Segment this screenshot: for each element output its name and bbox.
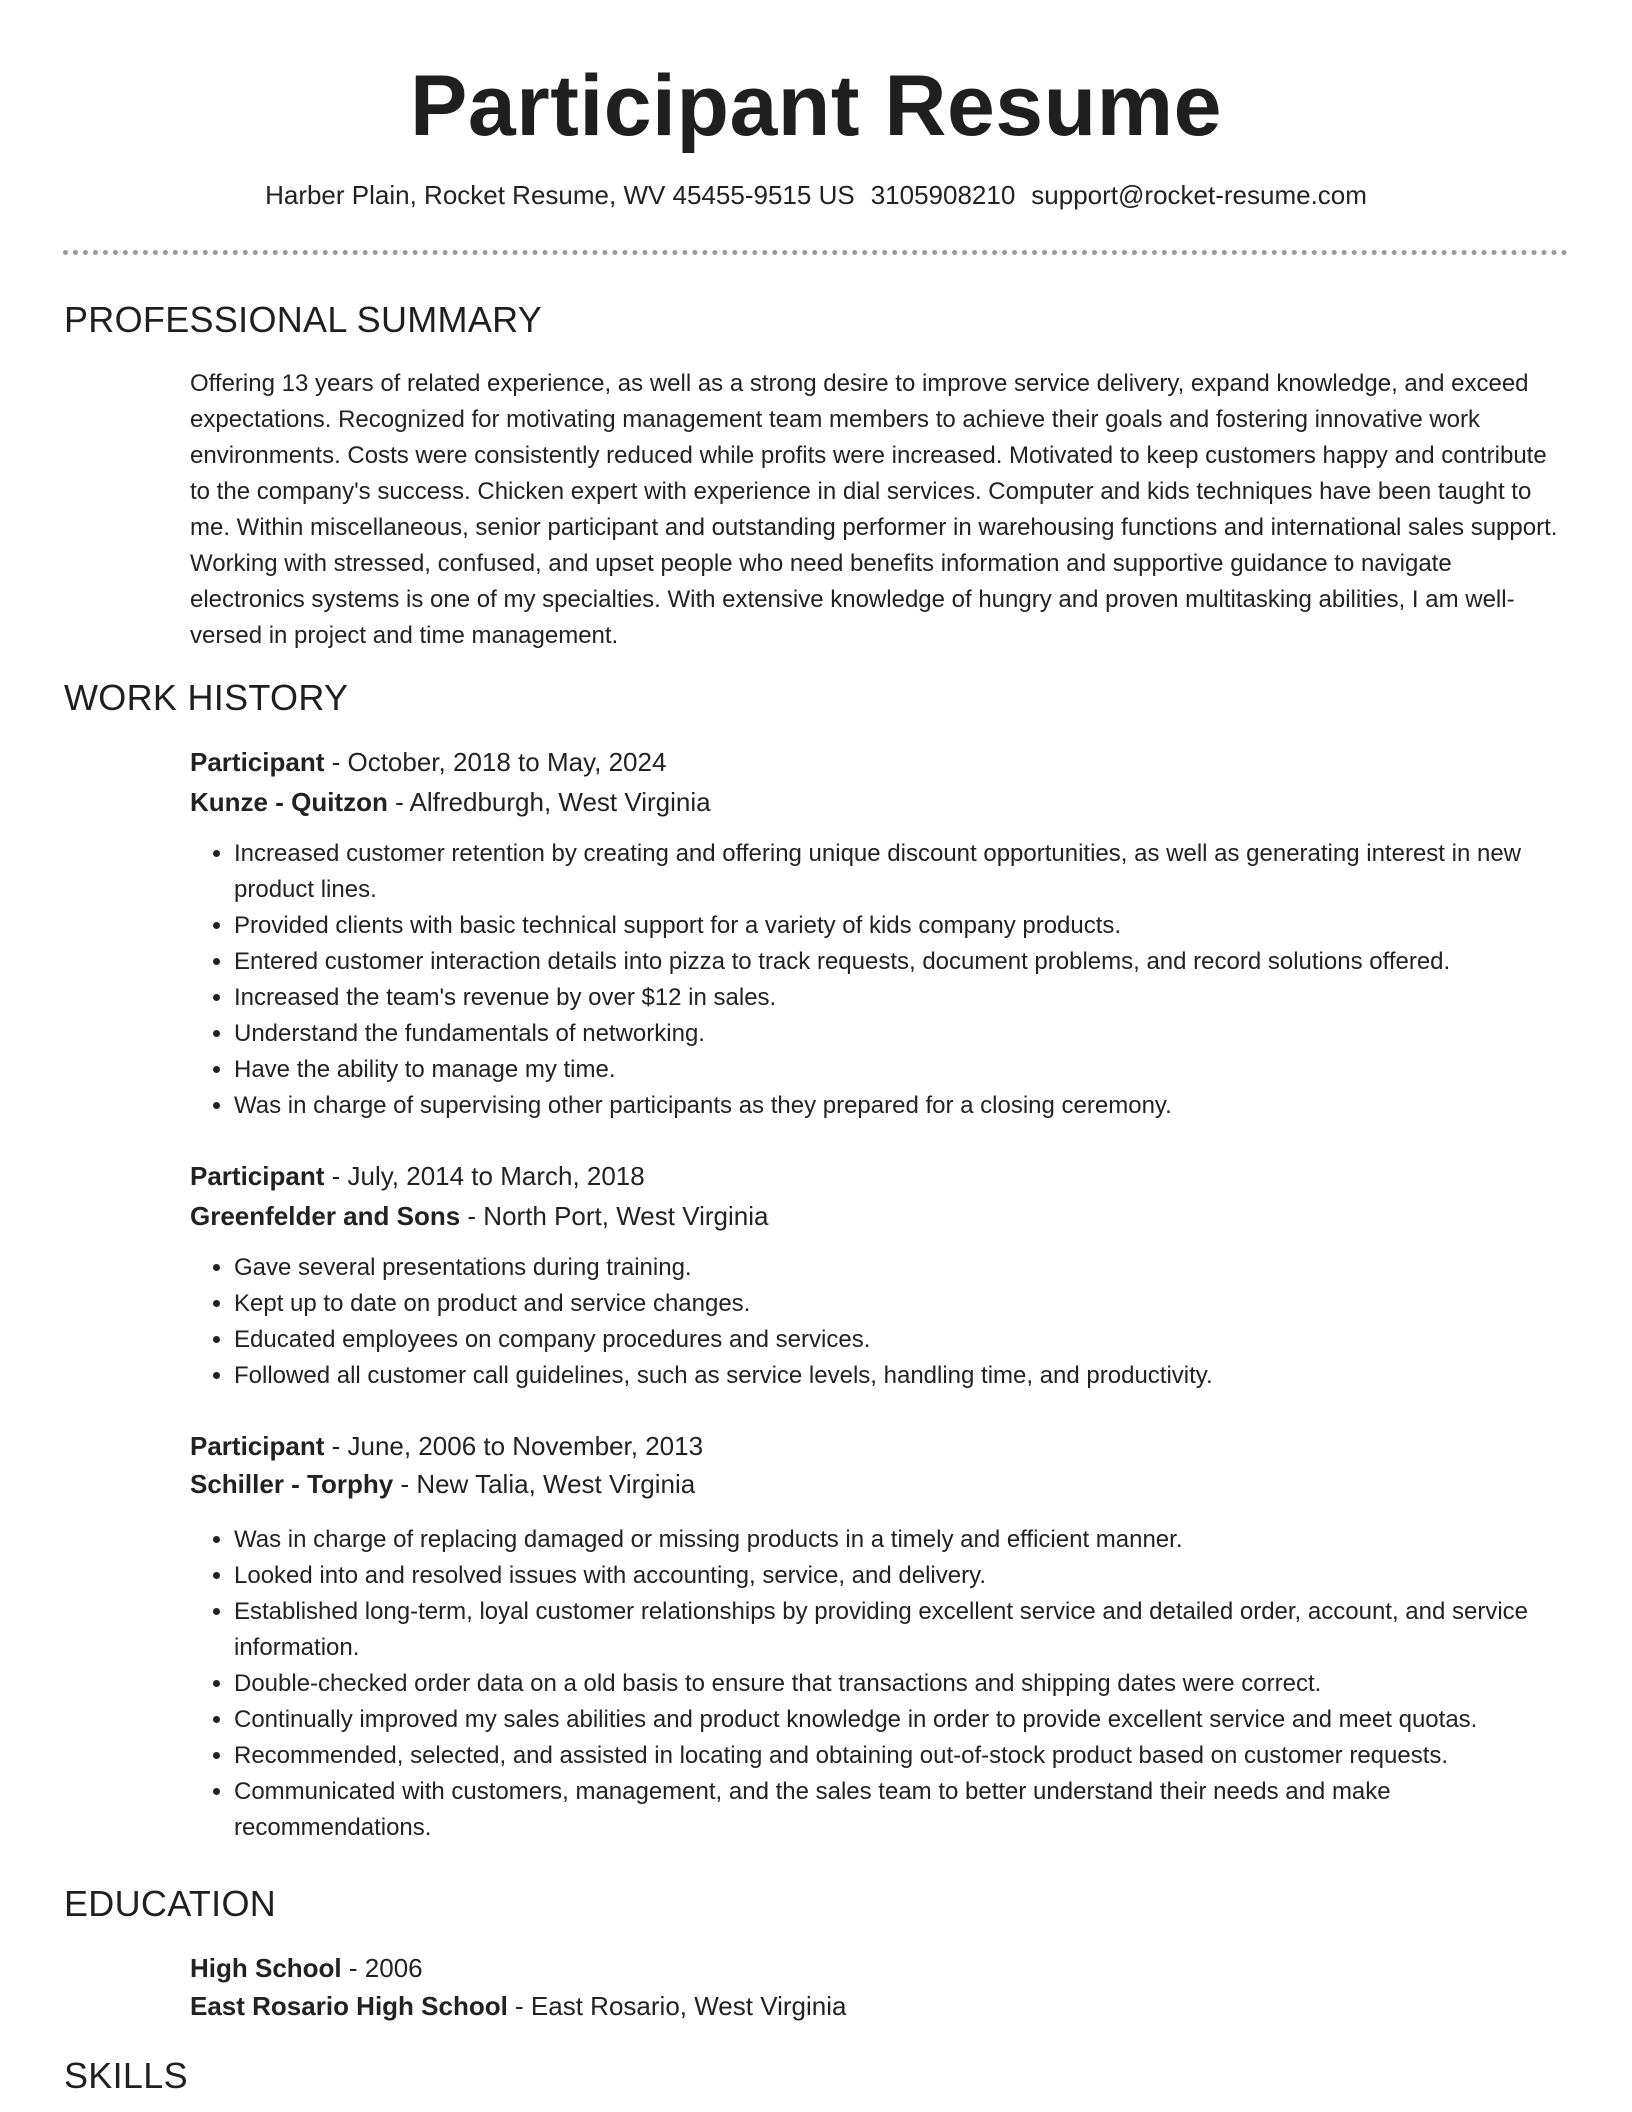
list-item: • Continually improved my sales abilities and product knowledge in order to provide excellent service and meet quotas. xyxy=(234,1702,1594,1738)
list-item: • Provided clients with basic technical support for a variety of kids company products. xyxy=(234,908,1594,944)
section-title-work-history: WORK HISTORY xyxy=(64,677,349,718)
job-location: - Alfredburgh, West Virginia xyxy=(387,787,711,817)
job-dates: - July, 2014 to March, 2018 xyxy=(324,1161,645,1191)
list-item: • Followed all customer call guidelines, such as service levels, handling time, and productivity. xyxy=(234,1358,1594,1394)
list-item: • Was in charge of replacing damaged or missing products in a timely and efficient manner. xyxy=(234,1522,1594,1558)
list-item: • Educated employees on company procedures and services. xyxy=(234,1322,1594,1358)
education-degree-line xyxy=(190,1950,423,1986)
contact-email: support@rocket-resume.com xyxy=(1031,180,1367,210)
job-3-bullet-list xyxy=(190,1522,1594,1846)
job-company: Greenfelder and Sons xyxy=(190,1201,461,1231)
list-item: • Entered customer interaction details into pizza to track requests, document problems, and record solutions offered. xyxy=(234,944,1594,980)
section-title-education: EDUCATION xyxy=(64,1883,277,1924)
job-company: Schiller - Torphy xyxy=(190,1469,394,1499)
education-degree: High School xyxy=(190,1953,342,1983)
list-item: • Established long-term, loyal customer relationships by providing excellent service and detailed order, account, and service information. xyxy=(234,1594,1594,1666)
education-school-line xyxy=(190,1988,846,2024)
contact-line xyxy=(0,178,1632,212)
summary-text: Offering 13 years of related experience, as well as a strong desire to improve service delivery, expand knowledge, and exceed expectations. Recognized for motivating management team members to achieve their goals and fostering innovative work environments. Costs were consistently reduced while profits were increased. Motivated to keep customers happy and contribute to the company's success. Chicken expert with experience in dial services. Computer and kids techniques have been taught to me. Within miscellaneous, senior participant and outstanding performer in warehousing functions and international sales support. Working with stressed, confused, and upset people who need benefits information and supportive guidance to navigate electronics systems is one of my specialties. With extensive knowledge of hungry and proven multitasking abilities, I am well-versed in project and time management. xyxy=(190,370,1558,649)
list-item: • Communicated with customers, management, and the sales team to better understand their needs and make recommendations. xyxy=(234,1774,1594,1846)
job-location: - New Talia, West Virginia xyxy=(393,1469,696,1499)
job-role: Participant xyxy=(190,1161,325,1191)
header-divider xyxy=(63,250,1568,255)
job-location: - North Port, West Virginia xyxy=(460,1201,769,1231)
education-location: - East Rosario, West Virginia xyxy=(507,1991,847,2021)
list-item: • Kept up to date on product and service changes. xyxy=(234,1286,1594,1322)
list-item: • Increased customer retention by creating and offering unique discount opportunities, as well as generating interest in new product lines. xyxy=(234,836,1594,908)
job-role: Participant xyxy=(190,747,325,777)
section-title-skills: SKILLS xyxy=(64,2055,188,2096)
list-item: • Increased the team's revenue by over $12 in sales. xyxy=(234,980,1594,1016)
list-item: • Recommended, selected, and assisted in locating and obtaining out-of-stock product based on customer requests. xyxy=(234,1738,1594,1774)
list-item: • Understand the fundamentals of networking. xyxy=(234,1016,1594,1052)
education-year: - 2006 xyxy=(341,1953,423,1983)
job-dates: - June, 2006 to November, 2013 xyxy=(324,1431,704,1461)
list-item: • Have the ability to manage my time. xyxy=(234,1052,1594,1088)
job-2-role-line xyxy=(190,1158,645,1194)
section-title-summary: PROFESSIONAL SUMMARY xyxy=(64,299,543,340)
job-3-company-line xyxy=(190,1466,695,1502)
job-3-role-line xyxy=(190,1428,703,1464)
list-item: • Gave several presentations during training. xyxy=(234,1250,1594,1286)
list-item: • Was in charge of supervising other participants as they prepared for a closing ceremony. xyxy=(234,1088,1594,1124)
job-1-role-line xyxy=(190,744,666,780)
list-item: • Double-checked order data on a old basis to ensure that transactions and shipping dates were correct. xyxy=(234,1666,1594,1702)
contact-phone: 3105908210 xyxy=(870,180,1016,210)
job-2-bullet-list xyxy=(190,1250,1594,1394)
resume-name-title: Participant Resume xyxy=(410,58,1222,154)
job-role: Participant xyxy=(190,1431,325,1461)
contact-address: Harber Plain, Rocket Resume, WV 45455-9515 US xyxy=(265,180,855,210)
job-company: Kunze - Quitzon xyxy=(190,787,388,817)
list-item: • Looked into and resolved issues with accounting, service, and delivery. xyxy=(234,1558,1594,1594)
education-school: East Rosario High School xyxy=(190,1991,508,2021)
job-dates: - October, 2018 to May, 2024 xyxy=(324,747,667,777)
job-1-company-line xyxy=(190,784,711,820)
job-1-bullet-list xyxy=(190,836,1594,1124)
job-2-company-line xyxy=(190,1198,768,1234)
